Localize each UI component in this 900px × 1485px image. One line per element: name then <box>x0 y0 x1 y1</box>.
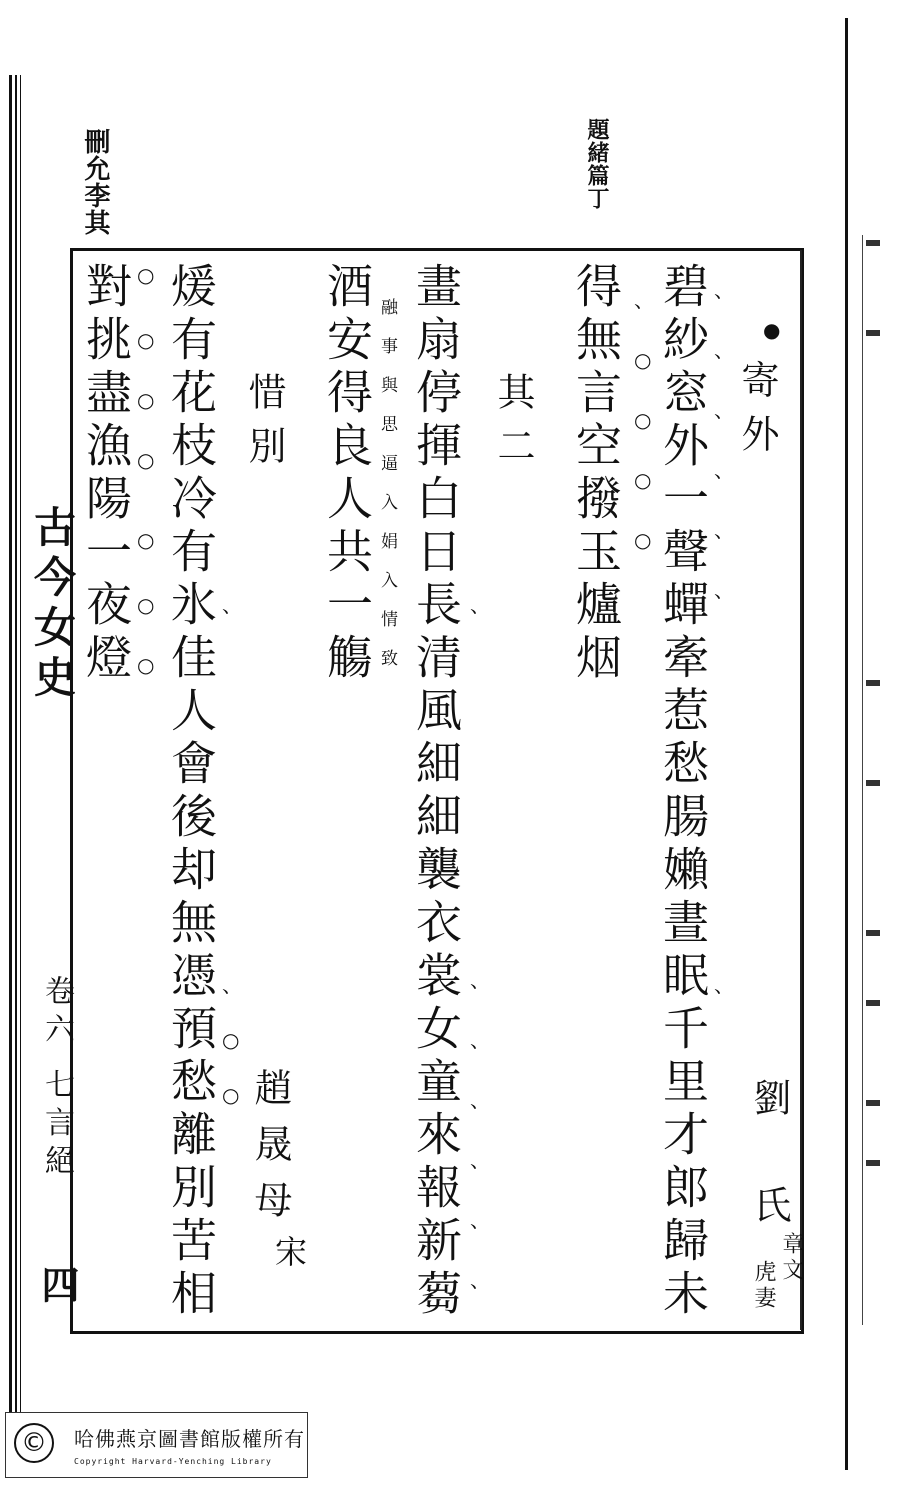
punctuation-mark: 、 <box>634 288 654 312</box>
poem-line: 畫扇停揮白日長清風細細襲衣裳女童來報新蒭 <box>409 262 463 1322</box>
punctuation-mark: ○ <box>634 348 652 372</box>
poem-title: 寄外 <box>735 360 779 468</box>
adjacent-page-mark <box>866 780 880 786</box>
punctuation-mark: ○ <box>137 653 155 677</box>
binding-line <box>9 75 12 1457</box>
punctuation-mark: 、 <box>714 458 734 482</box>
frame-inner-rule <box>800 250 812 1330</box>
punctuation-mark: 、 <box>714 338 734 362</box>
spine-section: 卷六 七言絕 <box>39 975 74 1183</box>
punctuation-mark: ○ <box>634 528 652 552</box>
spine-title: 古今女史 <box>28 505 77 705</box>
adjacent-page-mark <box>866 330 880 336</box>
author-note: 虎妻 <box>751 1260 776 1312</box>
adjacent-page-mark <box>866 1100 880 1106</box>
poem-dynasty: 宋 <box>270 1235 308 1283</box>
adjacent-page-mark <box>866 1160 880 1166</box>
page-number: 四 <box>35 1265 80 1303</box>
punctuation-mark: ○ <box>137 263 155 287</box>
punctuation-mark: 、 <box>470 1088 490 1112</box>
commentary: 融事與思逼入娟入情致 <box>377 298 397 688</box>
poem-author: 劉 <box>747 1078 791 1132</box>
punctuation-mark: ○ <box>137 328 155 352</box>
poem-title: 惜別 <box>242 372 286 480</box>
punctuation-mark: ● <box>763 318 781 342</box>
poem-line: 酒安得良人共一觴 <box>320 262 374 686</box>
punctuation-mark: 、 <box>470 1028 490 1052</box>
punctuation-mark: ○ <box>137 388 155 412</box>
spine-margin <box>16 250 80 1330</box>
adjacent-page-mark <box>866 1000 880 1006</box>
punctuation-mark: 、 <box>714 973 734 997</box>
punctuation-mark: 、 <box>470 1208 490 1232</box>
adjacent-page-mark <box>866 680 880 686</box>
poem-title: 其二 <box>491 372 535 480</box>
copyright-text-en: Copyright Harvard-Yenching Library <box>74 1457 272 1466</box>
punctuation-mark: 、 <box>714 578 734 602</box>
copyright-icon: © <box>14 1423 54 1463</box>
header-note-left: 刪允李其 <box>80 128 110 236</box>
punctuation-mark: ○ <box>222 1083 240 1107</box>
poem-line: 碧紗窓外一聲蟬牽惹愁腸嬾晝眠千里才郎歸未 <box>656 262 710 1322</box>
punctuation-mark: 、 <box>714 398 734 422</box>
punctuation-mark: ○ <box>634 408 652 432</box>
copyright-text-zh: 哈佛燕京圖書館版權所有 <box>74 1427 305 1451</box>
header-note-right: 題緒篇丁 <box>584 118 610 210</box>
author-note: 章文 <box>779 1232 804 1284</box>
punctuation-mark: ○ <box>222 1028 240 1052</box>
punctuation-mark: 、 <box>714 518 734 542</box>
punctuation-mark: ○ <box>137 593 155 617</box>
punctuation-mark: 、 <box>470 1148 490 1172</box>
poem-line: 對挑盡漁陽一夜燈 <box>79 262 133 686</box>
punctuation-mark: 、 <box>222 593 242 617</box>
punctuation-mark: ○ <box>634 468 652 492</box>
punctuation-mark: 、 <box>470 593 490 617</box>
adjacent-page-mark <box>866 930 880 936</box>
punctuation-mark: 、 <box>222 973 242 997</box>
poem-line: 煖有花枝冷有氷佳人會後却無憑預愁離別苦相 <box>164 262 218 1322</box>
punctuation-mark: 、 <box>714 278 734 302</box>
copyright-box <box>5 1412 308 1478</box>
punctuation-mark: ○ <box>137 448 155 472</box>
poem-author-suffix: 氏 <box>747 1185 791 1239</box>
punctuation-mark: 、 <box>470 1268 490 1292</box>
punctuation-mark: 、 <box>470 968 490 992</box>
punctuation-mark: ○ <box>137 528 155 552</box>
page-edge-rule <box>845 18 848 1470</box>
poem-author: 趙晟母 <box>248 1068 292 1236</box>
adjacent-page-mark <box>866 240 880 246</box>
poem-line: 得無言空撥玉爐烟 <box>569 262 623 686</box>
